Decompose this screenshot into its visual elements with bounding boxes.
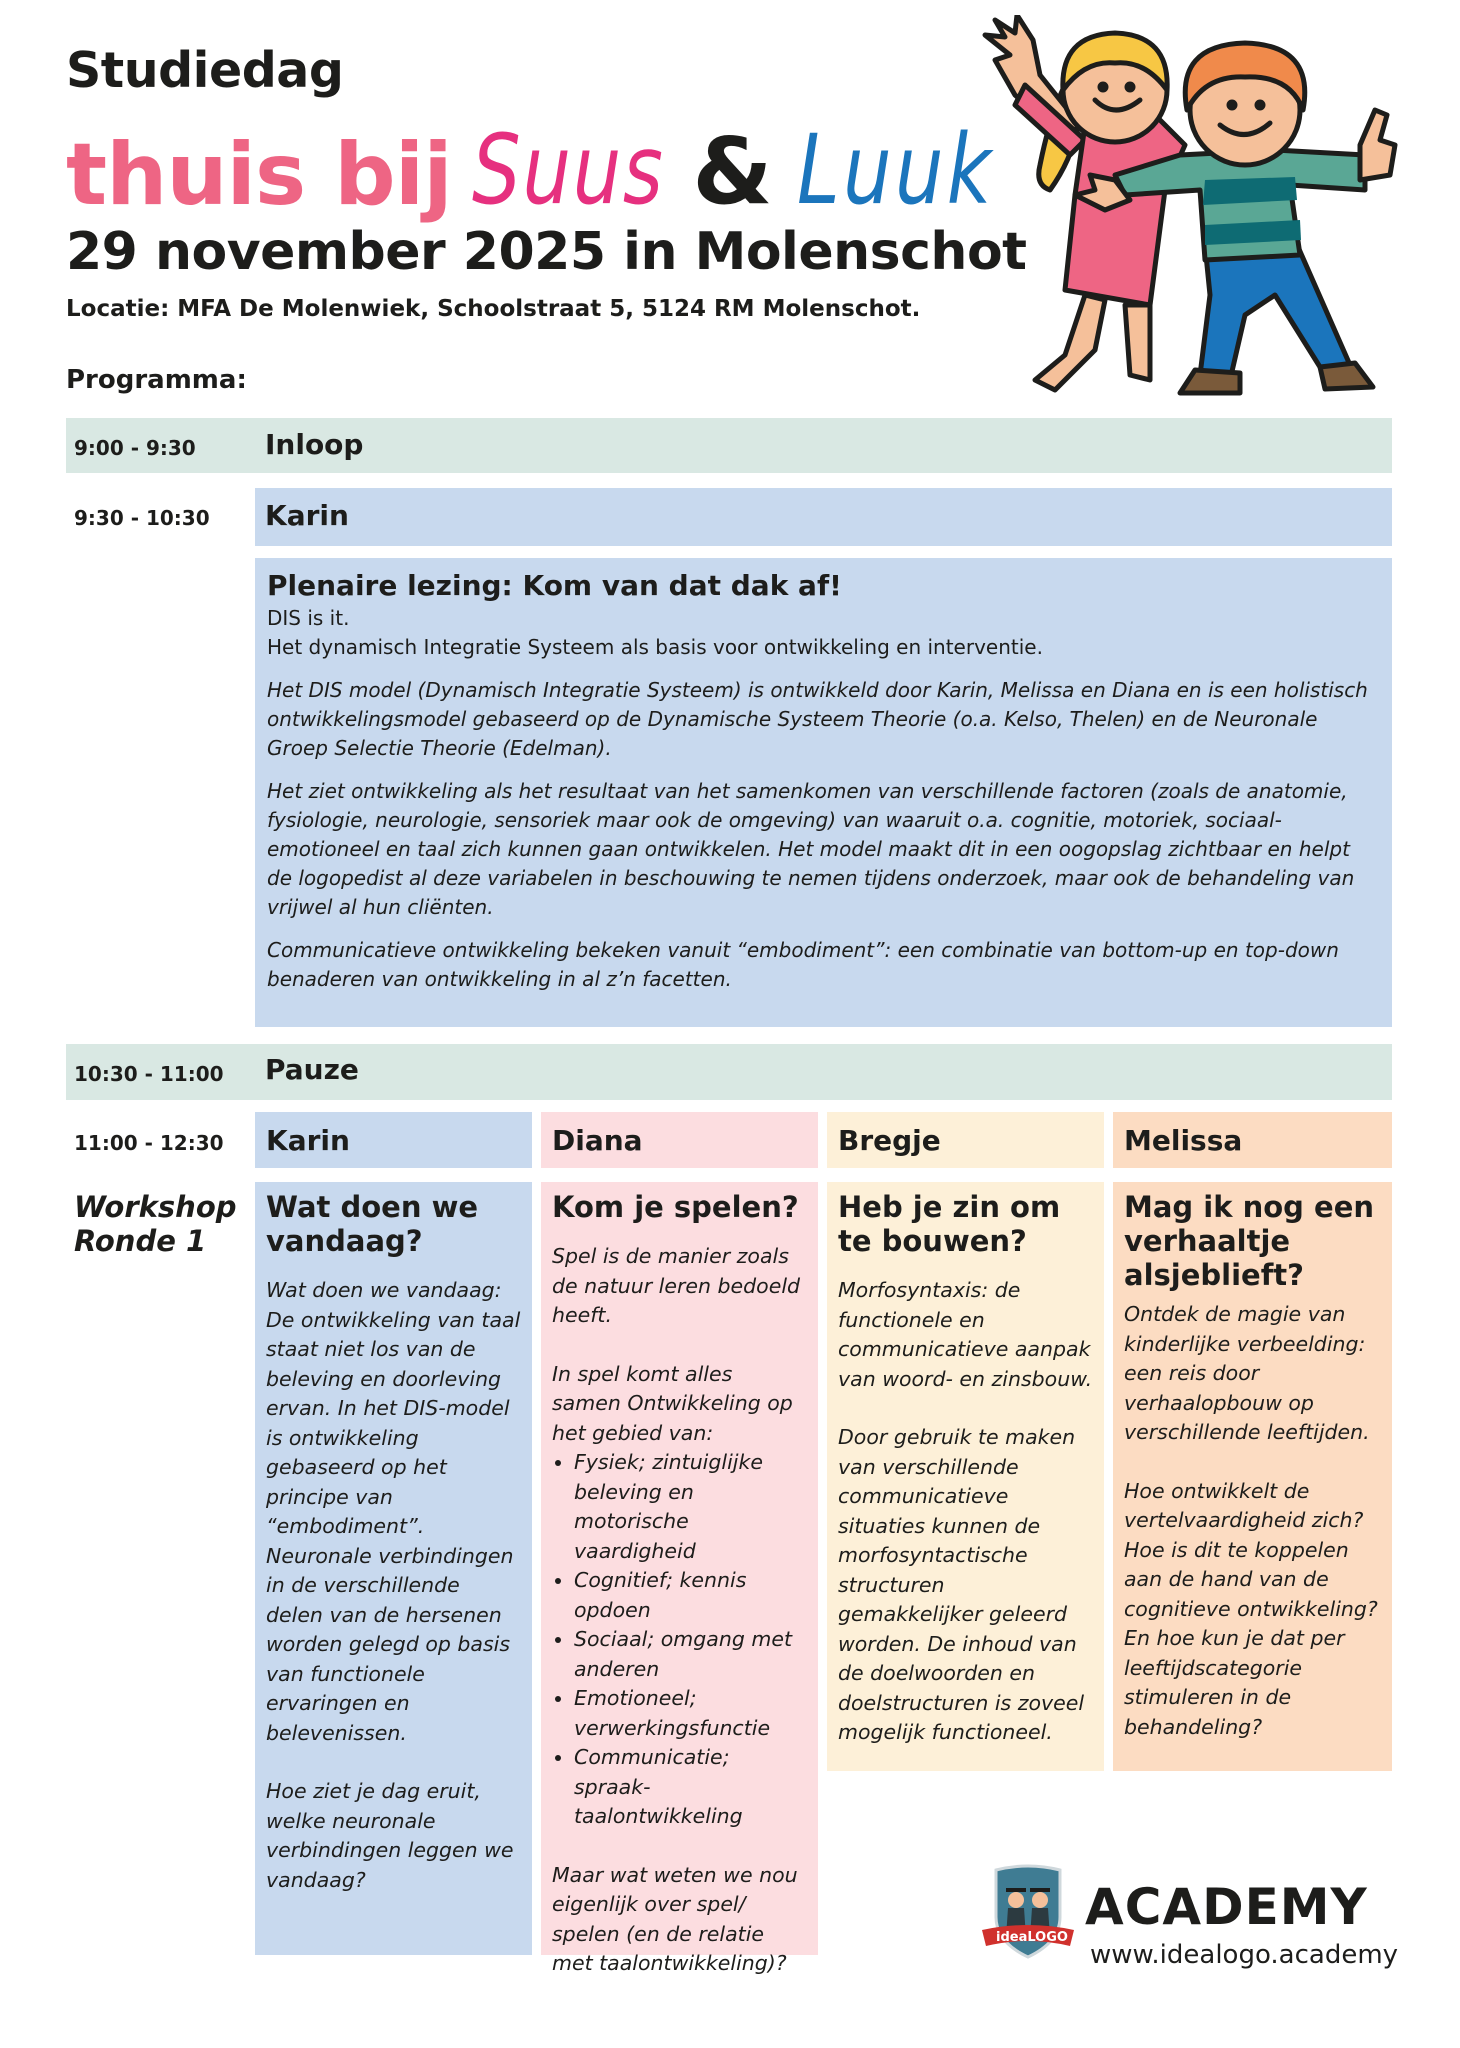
event-location: Locatie: MFA De Molenwiek, Schoolstraat 5, 5124 RM Molenschot. xyxy=(66,296,921,322)
workshop-bullet: • Emotioneel; verwerkingsfunctie xyxy=(574,1684,807,1743)
title-main xyxy=(66,108,1043,226)
plenary-subtitle-1: DIS is it. xyxy=(267,606,350,631)
logo-url[interactable]: www.idealogo.academy xyxy=(1090,1940,1399,1970)
plenary-paragraph: Het ziet ontwikkeling als het resultaat van het samenkomen van verschillende factoren (zoals de anatomie, fysiologie, neurologie, sensoriek maar ook de omgeving) van waaruit o.a. cognitie, motoriek, sociaal-emotioneel en taal zich kunnen gaan ontwikkelen. Het model maakt dit in een oogopslag zichtbaar en helpt de logopedist al deze variabelen in beschouwing te nemen tijdens onderzoek, maar ook de behandeling van vrijwel al hun cliënten. xyxy=(267,779,1355,920)
plenary-title: Plenaire lezing: Kom van dat dak af! xyxy=(267,569,842,602)
workshop-paragraph: Spel is de manier zoals de natuur leren bedoeld heeft. xyxy=(552,1244,801,1327)
time-plenary: 9:30 - 10:30 xyxy=(74,506,210,530)
workshop-speaker-melissa: Melissa xyxy=(1113,1112,1392,1168)
workshop-title: Mag ik nog een verhaaltje alsjeblieft? xyxy=(1124,1190,1375,1292)
plenary-paragraph: Het DIS model (Dynamisch Integratie Systeem) is ontwikkeld door Karin, Melissa en Diana en is een holistisch ontwikkelingsmodel gebaseerd op de Dynamische Systeem Theorie (o.a. Kelso, Thelen) en de Neuronale Groep Selectie Theorie (Edelman). xyxy=(267,678,1368,761)
workshop-card-melissa xyxy=(1113,1182,1392,1771)
label-inloop: Inloop xyxy=(265,428,364,461)
event-date: 29 november 2025 in Molenschot xyxy=(66,222,1027,282)
time-pauze: 10:30 - 11:00 xyxy=(74,1062,224,1086)
workshop-paragraph: Ontdek de magie van kinderlijke verbeelding: een reis door verhaalopbouw op verschillende leeftijden. xyxy=(1124,1302,1370,1444)
workshop-paragraph: Hoe ziet je dag eruit, welke neuronale verbindingen leggen we vandaag? xyxy=(266,1779,514,1892)
workshop-speaker-bregje: Bregje xyxy=(827,1112,1104,1168)
workshop-bullet: • Communicatie; spraak-taalontwikkeling xyxy=(574,1743,807,1832)
title-name-luuk: Luuk xyxy=(796,114,994,226)
logo-badge-text: ideaLOGO xyxy=(996,1930,1068,1945)
workshop-card-karin xyxy=(255,1182,532,1955)
workshop-paragraph: Morfosyntaxis: de functionele en communicatieve aanpak van woord- en zinsbouw. xyxy=(838,1278,1093,1391)
workshop-title: Wat doen we vandaag? xyxy=(266,1190,479,1258)
workshop-bullet: • Sociaal; omgang met anderen xyxy=(574,1625,807,1684)
workshop-closing: Maar wat weten we nou eigenlijk over spel/ spelen (en de relatie met taalontwikkeling)? xyxy=(552,1862,798,1975)
title-prefix: thuis bij xyxy=(66,125,452,225)
program-heading: Programma: xyxy=(66,365,247,395)
workshop-speaker-karin: Karin xyxy=(255,1112,532,1168)
workshop-paragraph: Door gebruik te maken van verschillende communicatieve situaties kunnen de morfosyntactische structuren gemakkelijker geleerd worden. De inhoud van de doelwoorden en doelstructuren is zoveel mogelijk functioneel. xyxy=(838,1425,1085,1744)
workshop-speaker-diana: Diana xyxy=(541,1112,818,1168)
workshop-paragraph: Hoe ontwikkelt de vertelvaardigheid zich? Hoe is dit te koppelen aan de hand van de cognitieve ontwikkeling? En hoe kun je dat per leeftijdscategorie stimuleren in de behandeling? xyxy=(1124,1478,1378,1739)
workshop-round-line1: Workshop xyxy=(74,1190,237,1224)
label-pauze: Pauze xyxy=(265,1053,359,1086)
plenary-description xyxy=(255,558,1392,1027)
title-studiedag: Studiedag xyxy=(66,42,344,99)
title-ampersand: & xyxy=(692,118,773,225)
workshop-paragraph: In spel komt alles samen Ontwikkeling op het gebied van: xyxy=(552,1361,793,1445)
workshop-bullet: • Fysiek; zintuiglijke beleving en motorische vaardigheid xyxy=(574,1448,807,1566)
workshop-card-bregje xyxy=(827,1182,1104,1771)
plenary-speaker-bar xyxy=(255,488,1392,546)
workshop-round-line2: Ronde 1 xyxy=(74,1224,207,1258)
cartoon-children-icon xyxy=(955,15,1405,405)
workshop-bullet-list xyxy=(552,1448,807,1832)
workshop-card-diana xyxy=(541,1182,818,1975)
workshop-paragraph: Wat doen we vandaag: De ontwikkeling van taal staat niet los van de beleving en doorleving ervan. In het DIS-model is ontwikkeling gebaseerd op het principe van “embodiment”. Neuronale verbindingen in de verschillende delen van de hersenen worden gelegd op basis van functionele ervaringen en belevenissen. xyxy=(266,1278,521,1745)
logo-brand: ACADEMY xyxy=(1085,1878,1368,1936)
workshop-bullet: • Cognitief; kennis opdoen xyxy=(574,1566,807,1625)
plenary-paragraph: Communicatieve ontwikkeling bekeken vanuit “embodiment”: een combinatie van bottom-up en top-down benaderen van ontwikkeling in al z’n facetten. xyxy=(267,938,1339,992)
graduation-shield-icon xyxy=(978,1862,1078,1962)
workshop-title: Kom je spelen? xyxy=(552,1190,799,1224)
title-name-suus: Suus xyxy=(471,114,665,226)
time-workshops: 11:00 - 12:30 xyxy=(74,1131,224,1155)
workshop-title: Heb je zin om te bouwen? xyxy=(838,1190,1061,1258)
time-inloop: 9:00 - 9:30 xyxy=(74,436,196,460)
workshop-round-label xyxy=(74,1190,237,1258)
plenary-subtitle-2: Het dynamisch Integratie Systeem als basis voor ontwikkeling en interventie. xyxy=(267,635,1043,660)
plenary-speaker: Karin xyxy=(265,499,349,532)
